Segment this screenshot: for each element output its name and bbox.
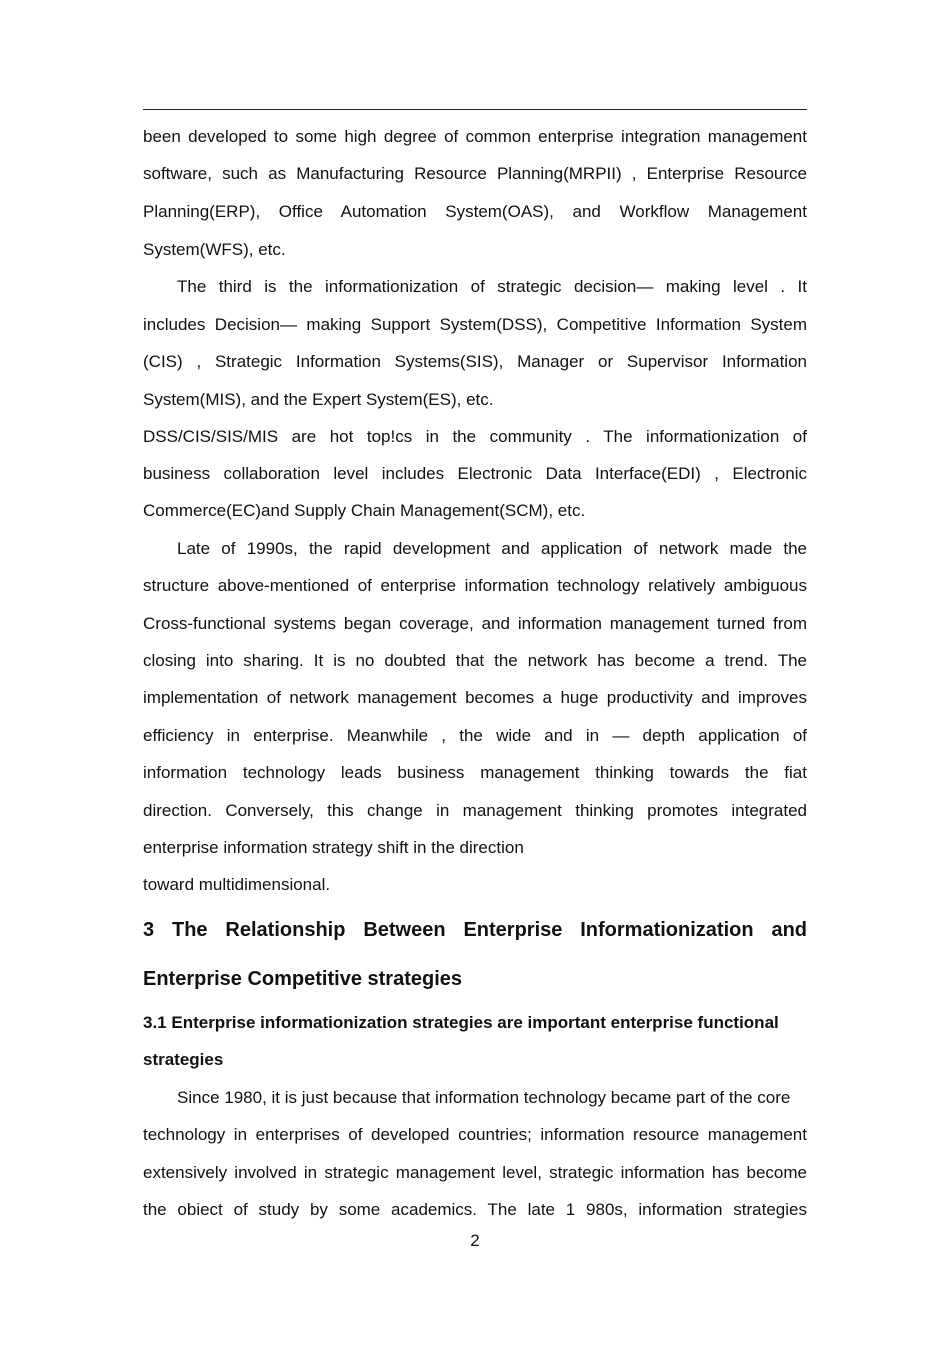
subsection-heading: strategies [143,1050,224,1069]
text-line: Late of 1990s, the rapid development and application of network made the [177,539,807,558]
text-line: Planning(ERP), Office Automation System(OAS), and Workflow Management [143,202,807,221]
text-line: direction. Conversely, this change in management thinking promotes integrated [143,801,807,820]
subsection-heading: 3.1 Enterprise informationization strategies are important enterprise functional [143,1013,779,1032]
text-line: System(WFS), etc. [143,240,286,259]
text-line: (CIS) , Strategic Information Systems(SIS), Manager or Supervisor Information [143,352,807,371]
text-line: technology in enterprises of developed countries; information resource management [143,1125,807,1144]
text-line: extensively involved in strategic management level, strategic information has become [143,1163,807,1182]
text-line: efficiency in enterprise. Meanwhile , the wide and in — depth application of [143,726,807,745]
text-line: Since 1980, it is just because that information technology became part of the core [177,1088,791,1107]
section-heading: Enterprise Competitive strategies [143,968,462,990]
text-line: business collaboration level includes Electronic Data Interface(EDI) , Electronic [143,464,807,483]
text-line: DSS/CIS/SIS/MIS are hot top!cs in the community . The informationization of [143,427,807,446]
text-line: includes Decision— making Support System(DSS), Competitive Information System [143,315,807,334]
text-line: information technology leads business management thinking towards the fiat [143,763,807,782]
text-line: software, such as Manufacturing Resource Planning(MRPII) , Enterprise Resource [143,164,807,183]
text-line: the obiect of study by some academics. The late 1 980s, information strategies [143,1200,807,1219]
text-line: enterprise information strategy shift in the direction [143,838,524,857]
text-line: closing into sharing. It is no doubted that the network has become a trend. The [143,651,807,670]
text-line: Commerce(EC)and Supply Chain Management(SCM), etc. [143,501,586,520]
text-line: Cross-functional systems began coverage, and information management turned from [143,614,807,633]
text-line: been developed to some high degree of common enterprise integration management [143,127,807,146]
section-heading: 3 The Relationship Between Enterprise Informationization and [143,919,807,941]
page-number: 2 [470,1231,480,1250]
text-line: structure above-mentioned of enterprise information technology relatively ambiguous [143,576,807,595]
text-line: toward multidimensional. [143,875,331,894]
text-line: implementation of network management becomes a huge productivity and improves [143,688,807,707]
text-line: System(MIS), and the Expert System(ES), etc. [143,390,494,409]
text-line: The third is the informationization of strategic decision— making level . It [177,277,807,296]
header-rule [143,109,807,110]
